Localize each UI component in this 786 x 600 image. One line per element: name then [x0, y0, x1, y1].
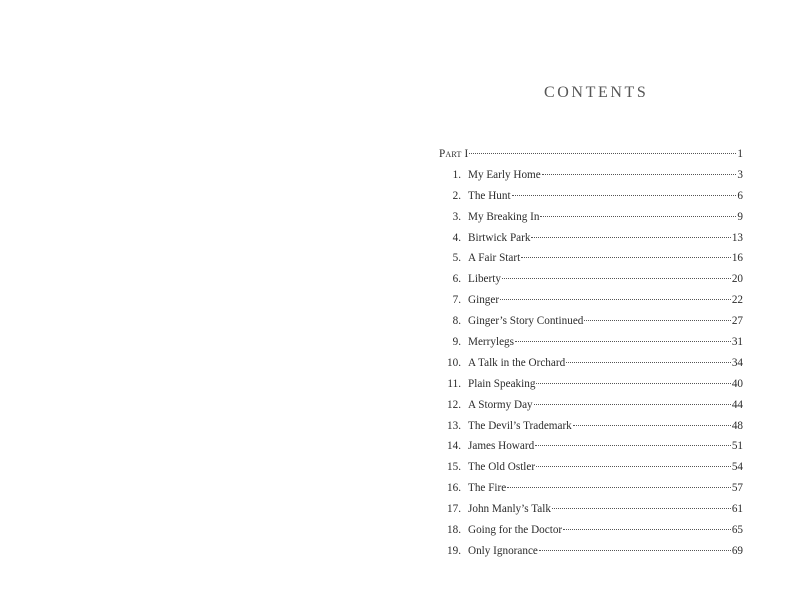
toc-chapter-entry: [439, 542, 743, 563]
chapter-title: Only Ignorance: [468, 544, 538, 557]
chapter-title: Merrylegs: [468, 336, 514, 349]
toc-chapter-entry: [439, 229, 743, 250]
chapter-title: Plain Speaking: [468, 377, 536, 390]
table-of-contents: [439, 145, 743, 563]
chapter-number: 1.: [452, 168, 461, 181]
toc-chapter-entry: [439, 458, 743, 479]
chapter-page-number: 20: [731, 273, 743, 286]
chapter-title: James Howard: [468, 440, 535, 453]
toc-chapter-entry: [439, 270, 743, 291]
dot-leader: [500, 298, 731, 300]
part-page-number: 1: [737, 148, 743, 160]
chapter-number: 12.: [447, 398, 461, 411]
dot-leader: [536, 465, 731, 467]
chapter-title: A Fair Start: [468, 252, 521, 265]
chapter-number: 2.: [452, 189, 461, 202]
part-label: Part I: [439, 148, 469, 160]
dot-leader: [535, 444, 731, 446]
chapter-title: Liberty: [468, 273, 501, 286]
chapter-title: The Old Ostler: [468, 461, 536, 474]
chapter-page-number: 22: [731, 294, 743, 307]
toc-chapter-entry: [439, 312, 743, 333]
chapter-number: 8.: [452, 315, 461, 328]
chapter-page-number: 3: [737, 168, 743, 181]
dot-leader: [515, 340, 731, 342]
chapter-page-number: 40: [731, 377, 743, 390]
toc-part-entry: [439, 145, 743, 166]
chapter-page-number: 44: [731, 398, 743, 411]
chapter-number: 17.: [447, 503, 461, 516]
chapter-number: 13.: [447, 419, 461, 432]
right-page: [393, 0, 786, 600]
chapter-number: 19.: [447, 544, 461, 557]
dot-leader: [563, 528, 731, 530]
toc-chapter-entry: [439, 521, 743, 542]
toc-chapter-entry: [439, 291, 743, 312]
toc-chapter-entry: [439, 187, 743, 208]
chapter-title: John Manly’s Talk: [468, 503, 551, 516]
dot-leader: [566, 361, 731, 363]
chapter-number: 11.: [447, 377, 461, 390]
chapter-number: 15.: [447, 461, 461, 474]
toc-chapter-entry: [439, 249, 743, 270]
toc-chapter-entry: [439, 500, 743, 521]
chapter-title: The Devil’s Trademark: [468, 419, 572, 432]
toc-chapter-entry: [439, 396, 743, 417]
chapter-number: 14.: [447, 440, 461, 453]
dot-leader: [534, 403, 731, 405]
toc-chapter-entry: [439, 375, 743, 396]
dot-leader: [542, 173, 737, 175]
chapter-number: 5.: [452, 252, 461, 265]
chapter-number: 10.: [447, 356, 461, 369]
dot-leader: [539, 549, 731, 551]
dot-leader: [584, 319, 730, 321]
chapter-page-number: 34: [731, 356, 743, 369]
dot-leader: [521, 256, 731, 258]
chapter-title: My Breaking In: [468, 210, 540, 223]
chapter-page-number: 65: [731, 524, 743, 537]
dot-leader: [552, 507, 731, 509]
dot-leader: [540, 215, 736, 217]
chapter-title: Birtwick Park: [468, 231, 531, 244]
chapter-number: 18.: [447, 524, 461, 537]
dot-leader: [512, 194, 737, 196]
chapter-page-number: 6: [737, 189, 743, 202]
toc-chapter-entry: [439, 417, 743, 438]
toc-chapter-entry: [439, 166, 743, 187]
chapter-page-number: 13: [731, 231, 743, 244]
dot-leader: [502, 277, 731, 279]
chapter-page-number: 48: [731, 419, 743, 432]
chapter-title: Going for the Doctor: [468, 524, 563, 537]
chapter-page-number: 9: [737, 210, 743, 223]
chapter-number: 6.: [452, 273, 461, 286]
chapter-title: The Fire: [468, 482, 507, 495]
chapter-page-number: 54: [731, 461, 743, 474]
chapter-number: 7.: [452, 294, 461, 307]
chapter-number: 16.: [447, 482, 461, 495]
chapter-number: 3.: [452, 210, 461, 223]
chapter-title: A Stormy Day: [468, 398, 533, 411]
dot-leader: [507, 486, 731, 488]
dot-leader: [469, 152, 736, 154]
dot-leader: [531, 236, 730, 238]
chapter-title: Ginger’s Story Continued: [468, 315, 584, 328]
chapter-title: My Early Home: [468, 168, 541, 181]
chapter-page-number: 69: [731, 544, 743, 557]
chapter-title: A Talk in the Orchard: [468, 356, 566, 369]
dot-leader: [536, 382, 730, 384]
chapter-list: [439, 166, 743, 563]
chapter-page-number: 31: [731, 336, 743, 349]
toc-chapter-entry: [439, 333, 743, 354]
chapter-page-number: 27: [731, 315, 743, 328]
dot-leader: [573, 424, 731, 426]
toc-chapter-entry: [439, 479, 743, 500]
chapter-number: 9.: [452, 336, 461, 349]
toc-chapter-entry: [439, 208, 743, 229]
chapter-page-number: 51: [731, 440, 743, 453]
chapter-page-number: 61: [731, 503, 743, 516]
contents-title: CONTENTS: [544, 84, 649, 101]
chapter-page-number: 57: [731, 482, 743, 495]
toc-chapter-entry: [439, 437, 743, 458]
toc-chapter-entry: [439, 354, 743, 375]
chapter-number: 4.: [452, 231, 461, 244]
chapter-page-number: 16: [731, 252, 743, 265]
chapter-title: The Hunt: [468, 189, 511, 202]
chapter-title: Ginger: [468, 294, 500, 307]
